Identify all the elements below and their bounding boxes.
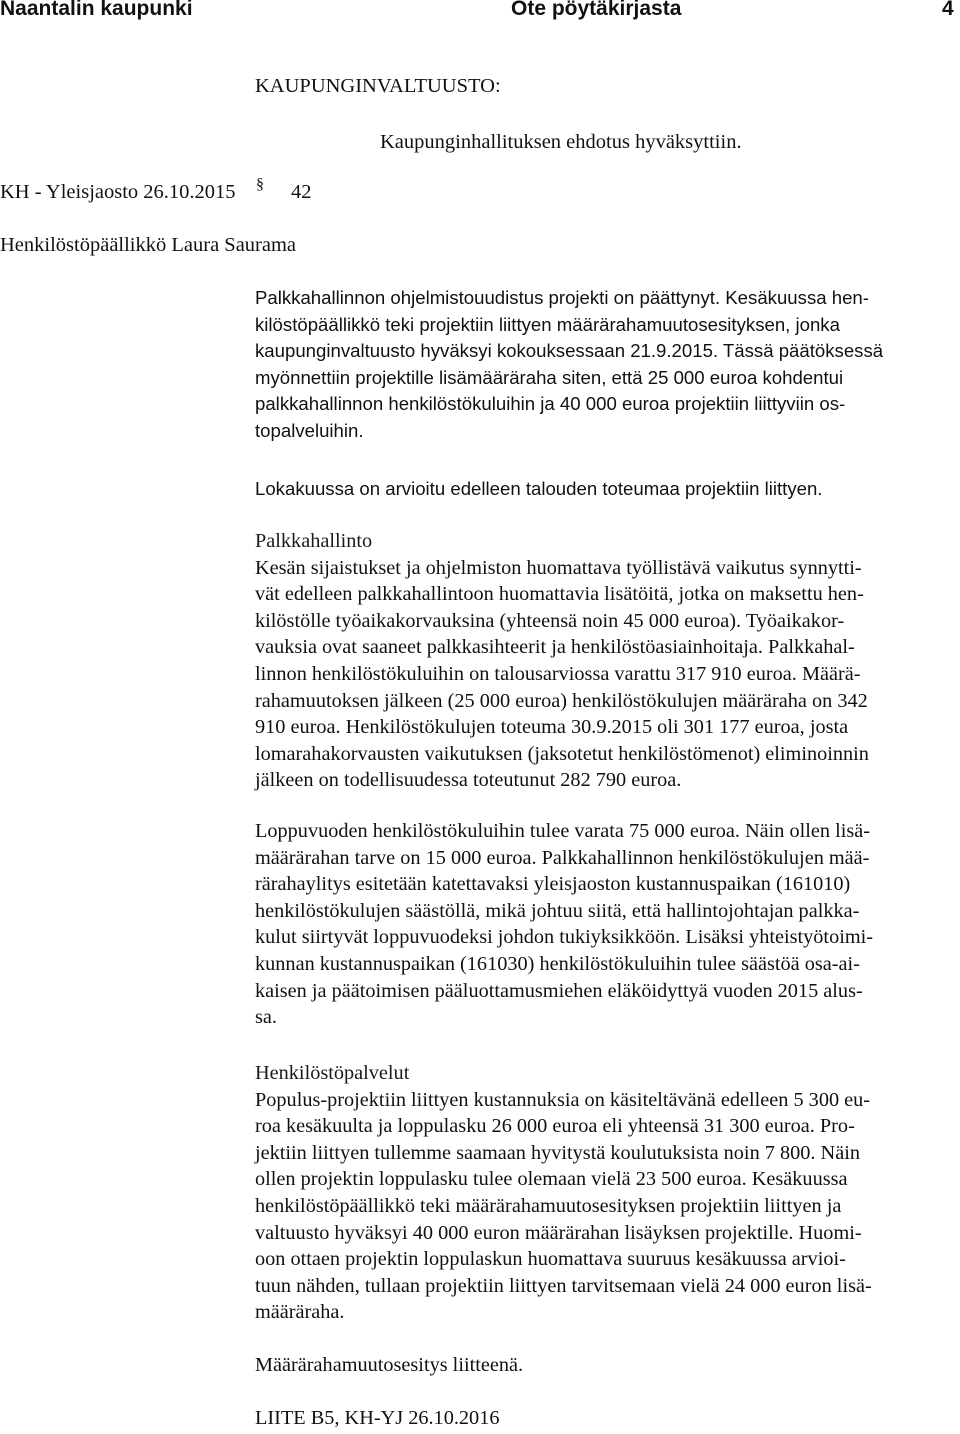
text-line: kulut siirtyvät loppuvuodeksi johdon tukiyksikköön. Lisäksi yhteistyötoimi-	[255, 926, 874, 949]
text-line: jektiin liittyen tullemme saamaan hyvitystä koulutuksista noin 7 800. Näin	[255, 1141, 860, 1164]
attachment-ref	[255, 1405, 499, 1432]
text-line: henkilöstökulujen säästöllä, mikä johtuu siitä, että hallintojohtajan palkka-	[255, 899, 860, 922]
paragraph-sign: §	[256, 176, 264, 193]
section-body-ref: KH - Yleisjaosto 26.10.2015	[0, 181, 236, 203]
council-decision: Kaupunginhallituksen ehdotus hyväksyttiin.	[380, 131, 742, 153]
text-line: rahamuutoksen jälkeen (25 000 euroa) henkilöstökulujen määräraha on 342	[255, 689, 868, 712]
text-line: Määrärahamuutosesitys liitteenä.	[255, 1354, 524, 1376]
text-line: kaupunginvaltuusto hyväksyi kokouksessaan 21.9.2015. Tässä päätöksessä	[255, 340, 884, 362]
text-line: topalveluihin.	[255, 419, 364, 441]
text-line: tuun nähden, tullaan projektiin liittyen tarvitsemaan vielä 24 000 euron lisä-	[255, 1274, 872, 1297]
hr-services-heading: Henkilöstöpalvelut	[255, 1062, 410, 1084]
text-line: kaisen ja päätoimisen pääluottamusmiehen eläköidyttyä vuoden 2015 alus-	[255, 979, 863, 1002]
text-line: myönnettiin projektille lisämääräraha siten, että 25 000 euroa kohdentui	[255, 366, 844, 388]
text-line: valtuusto hyväksyi 40 000 euron määrärahan lisäyksen projektille. Huomi-	[255, 1221, 862, 1244]
text-line: Palkkahallinnon ohjelmistouudistus projekti on päättynyt. Kesäkuussa hen-	[255, 287, 869, 308]
text-line: Loppuvuoden henkilöstökuluihin tulee varata 75 000 euroa. Näin ollen lisä-	[255, 820, 871, 842]
text-line: 910 euroa. Henkilöstökulujen toteuma 30.9.2015 oli 301 177 euroa, josta	[255, 716, 849, 739]
text-line: vauksia ovat saaneet palkkasihteerit ja henkilöstöasiainhoitaja. Palkkahal-	[255, 636, 855, 659]
text-line: kunnan kustannuspaikan (161030) henkilöstökuluihin tulee säästöä osa-ai-	[255, 952, 860, 975]
payroll-section	[255, 528, 869, 794]
document-title: Ote pöytäkirjasta	[511, 0, 682, 20]
text-line: rärahaylitys esitetään katettavaksi yleisjaoston kustannuspaikan (161010)	[255, 873, 851, 896]
hr-services-section	[255, 1060, 872, 1326]
section-presenter: Henkilöstöpäällikkö Laura Saurama	[0, 234, 297, 256]
text-line: lomarahakorvausten vaikutuksen (jaksotetut henkilöstömenot) eliminoinnin	[255, 742, 869, 765]
text-line: oon ottaen projektin loppulaskun huomattava suuruus kesäkuussa arvioi-	[255, 1248, 846, 1271]
text-line: vät edelleen palkkahallintoon huomattavia lisätöitä, jotka on maksettu hen-	[255, 583, 864, 606]
text-line: LIITE B5, KH-YJ 26.10.2016	[255, 1407, 500, 1429]
text-line: linnon henkilöstökuluihin on talousarviossa varattu 317 910 euroa. Määrä-	[255, 662, 861, 685]
text-line: kilöstölle työaikakorvauksina (yhteensä noin 45 000 euroa). Työaikakor-	[255, 609, 845, 632]
section-paragraph-no: 42	[291, 181, 312, 203]
text-line: Kesän sijaistukset ja ohjelmiston huomattava työllistävä vaikutus synnytti-	[255, 556, 862, 579]
text-line: kilöstöpäällikkö teki projektiin liittyen määrärahamuutosesityksen, jonka	[255, 313, 840, 335]
intro-paragraph	[255, 285, 883, 445]
payroll-heading: Palkkahallinto	[255, 530, 373, 552]
text-line: roa kesäkuulta ja loppulasku 26 000 euroa eli yhteensä 31 300 euroa. Pro-	[255, 1115, 855, 1138]
october-paragraph	[255, 476, 822, 503]
text-line: henkilöstöpäällikkö teki määrärahamuutosesityksen projektiin liittyen ja	[255, 1194, 842, 1217]
text-line: määrärahan tarve on 15 000 euroa. Palkkahallinnon henkilöstökulujen mää-	[255, 846, 870, 869]
page-number: 4	[942, 0, 954, 20]
text-line: Populus-projektiin liittyen kustannuksia on käsiteltävänä edelleen 5 300 eu-	[255, 1088, 871, 1111]
org-name: Naantalin kaupunki	[0, 0, 193, 20]
text-line: sa.	[255, 1006, 277, 1029]
closing-note	[255, 1352, 523, 1379]
text-line: ollen projektin loppulasku tulee olemaan vielä 23 500 euroa. Kesäkuussa	[255, 1168, 848, 1191]
text-line: palkkahallinnon henkilöstökuluihin ja 40 000 euroa projektiin liittyviin os-	[255, 393, 846, 415]
council-label: KAUPUNGINVALTUUSTO:	[255, 75, 501, 97]
text-line: määräraha.	[255, 1301, 345, 1324]
text-line: Lokakuussa on arvioitu edelleen talouden toteumaa projektiin liittyen.	[255, 478, 823, 499]
yearend-paragraph	[255, 818, 873, 1031]
text-line: jälkeen on todellisuudessa toteutunut 282 790 euroa.	[255, 769, 682, 792]
